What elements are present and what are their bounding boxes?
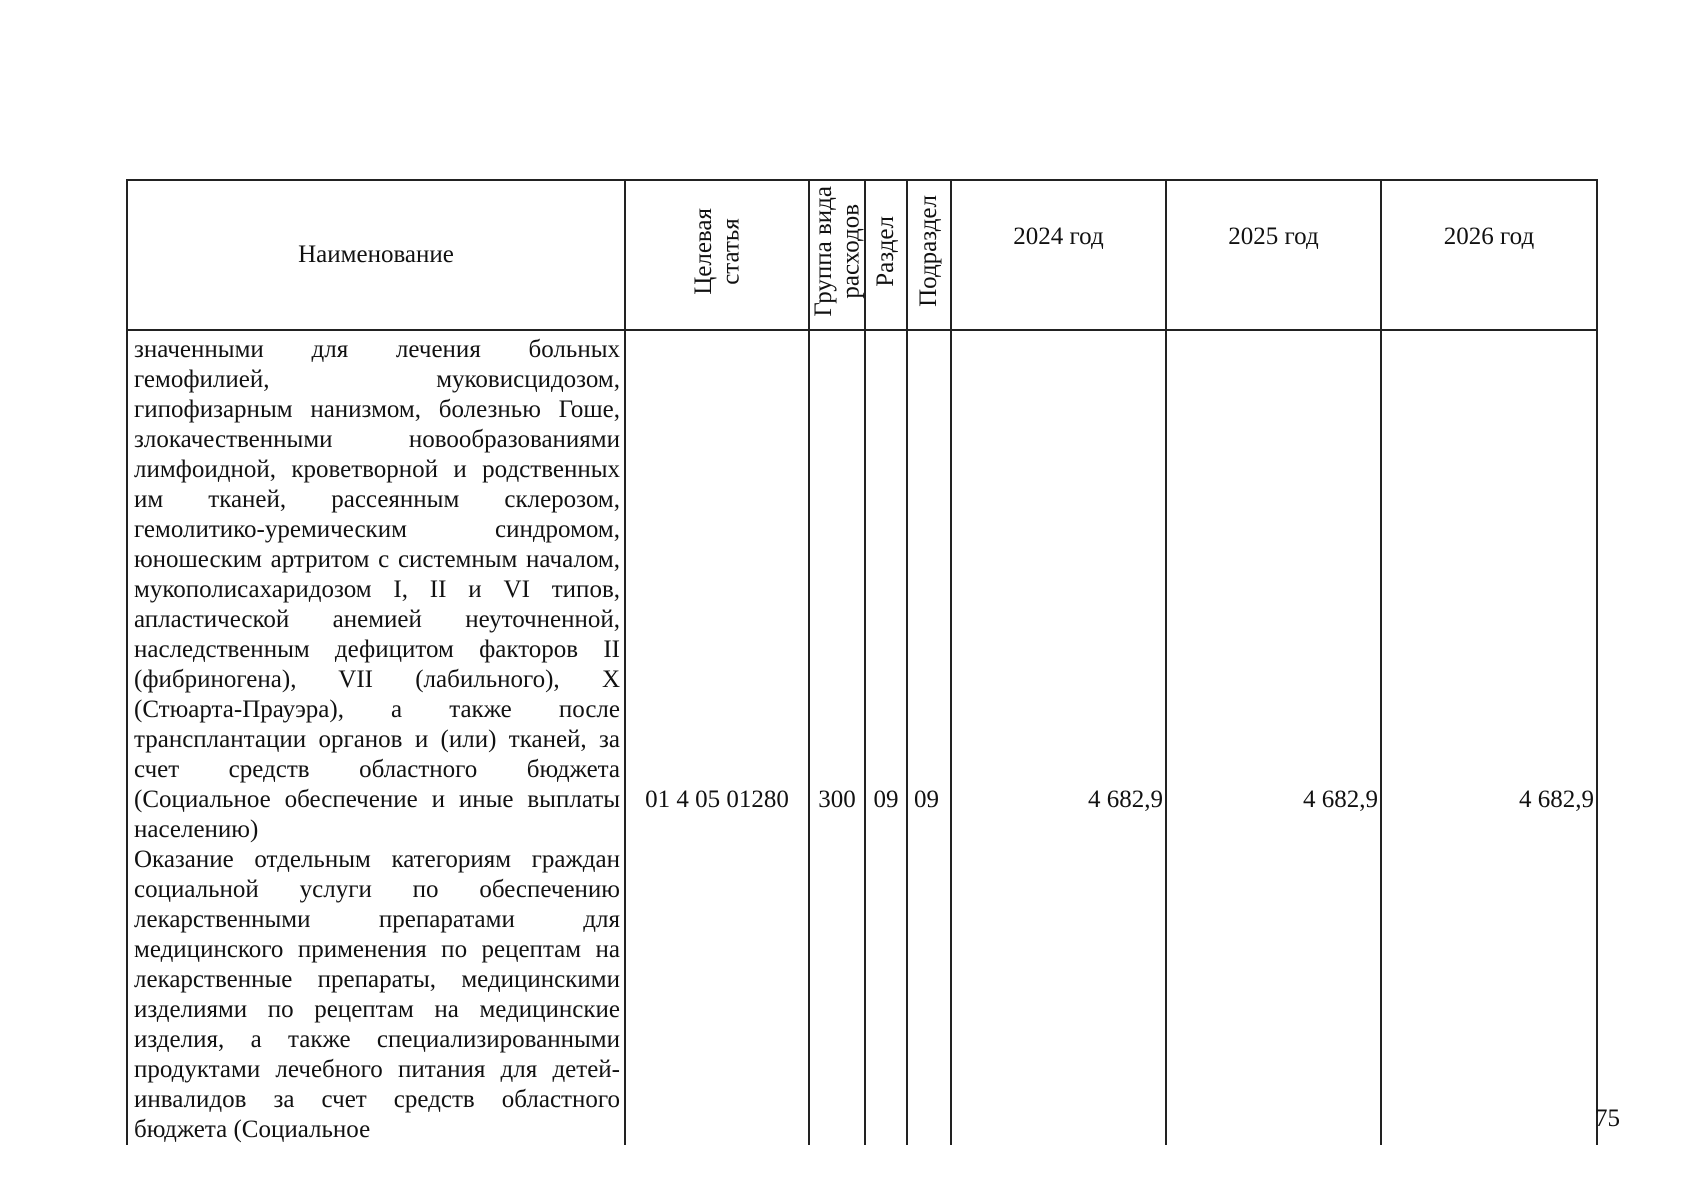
header-target-article-label: Целевая статья <box>689 207 744 295</box>
table-header-row <box>127 180 1597 330</box>
row-name-cell <box>127 330 625 1145</box>
row-subsection: 09 <box>907 330 951 1145</box>
row-year-2024: 4 682,9 <box>951 330 1166 1145</box>
row-expense-group: 300 <box>809 330 865 1145</box>
header-section-label: Раздел <box>872 215 900 287</box>
page-number: 75 <box>1595 1105 1620 1132</box>
row-section: 09 <box>865 330 907 1145</box>
header-subsection <box>907 180 951 330</box>
row-name-part1: значенными для лечения больных гемофилией, муковисцидозом, гипофизарным нанизмом, болезнью Гоше, злокачественными новообразованиями лимфоидной, кроветворной и родственных им тканей, рассеянным склерозом, гемолитико-уремическим синдромом, юношеским артритом с системным началом, мукополисахаридозом I, II и VI типов, апластической анемией неуточненной, наследственным дефицитом факторов II (фибриногена), VII (лабильного), X (Стюарта-Прауэра), а также после трансплантации органов и (или) тканей, за счет средств областного бюджета (Социальное обеспечение и иные выплаты населению) <box>134 336 620 843</box>
row-year-2026: 4 682,9 <box>1381 330 1597 1145</box>
header-target-article <box>625 180 809 330</box>
budget-table-container <box>126 179 1596 1143</box>
row-target-article: 01 4 05 01280 <box>625 330 809 1145</box>
header-expense-group-label: Группа вида расходов <box>810 185 865 317</box>
header-name: Наименование <box>127 180 625 330</box>
header-section <box>865 180 907 330</box>
header-subsection-label: Подраздел <box>915 195 943 308</box>
row-year-2025: 4 682,9 <box>1166 330 1381 1145</box>
row-name-part2: Оказание отдельным категориям граждан социальной услуги по обеспечению лекарственными препаратами для медицинского применения по рецептам на лекарственные препараты, медицинскими изделиями по рецептам на медицинские изделия, а также специализированными продуктами лечебного питания для детей-инвалидов за счет средств областного бюджета (Социальное <box>134 846 620 1143</box>
header-expense-group <box>809 180 865 330</box>
table-row <box>127 330 1597 1145</box>
header-year-2024: 2024 год <box>951 180 1166 330</box>
header-year-2026: 2026 год <box>1381 180 1597 330</box>
budget-table <box>126 179 1598 1145</box>
header-year-2025: 2025 год <box>1166 180 1381 330</box>
